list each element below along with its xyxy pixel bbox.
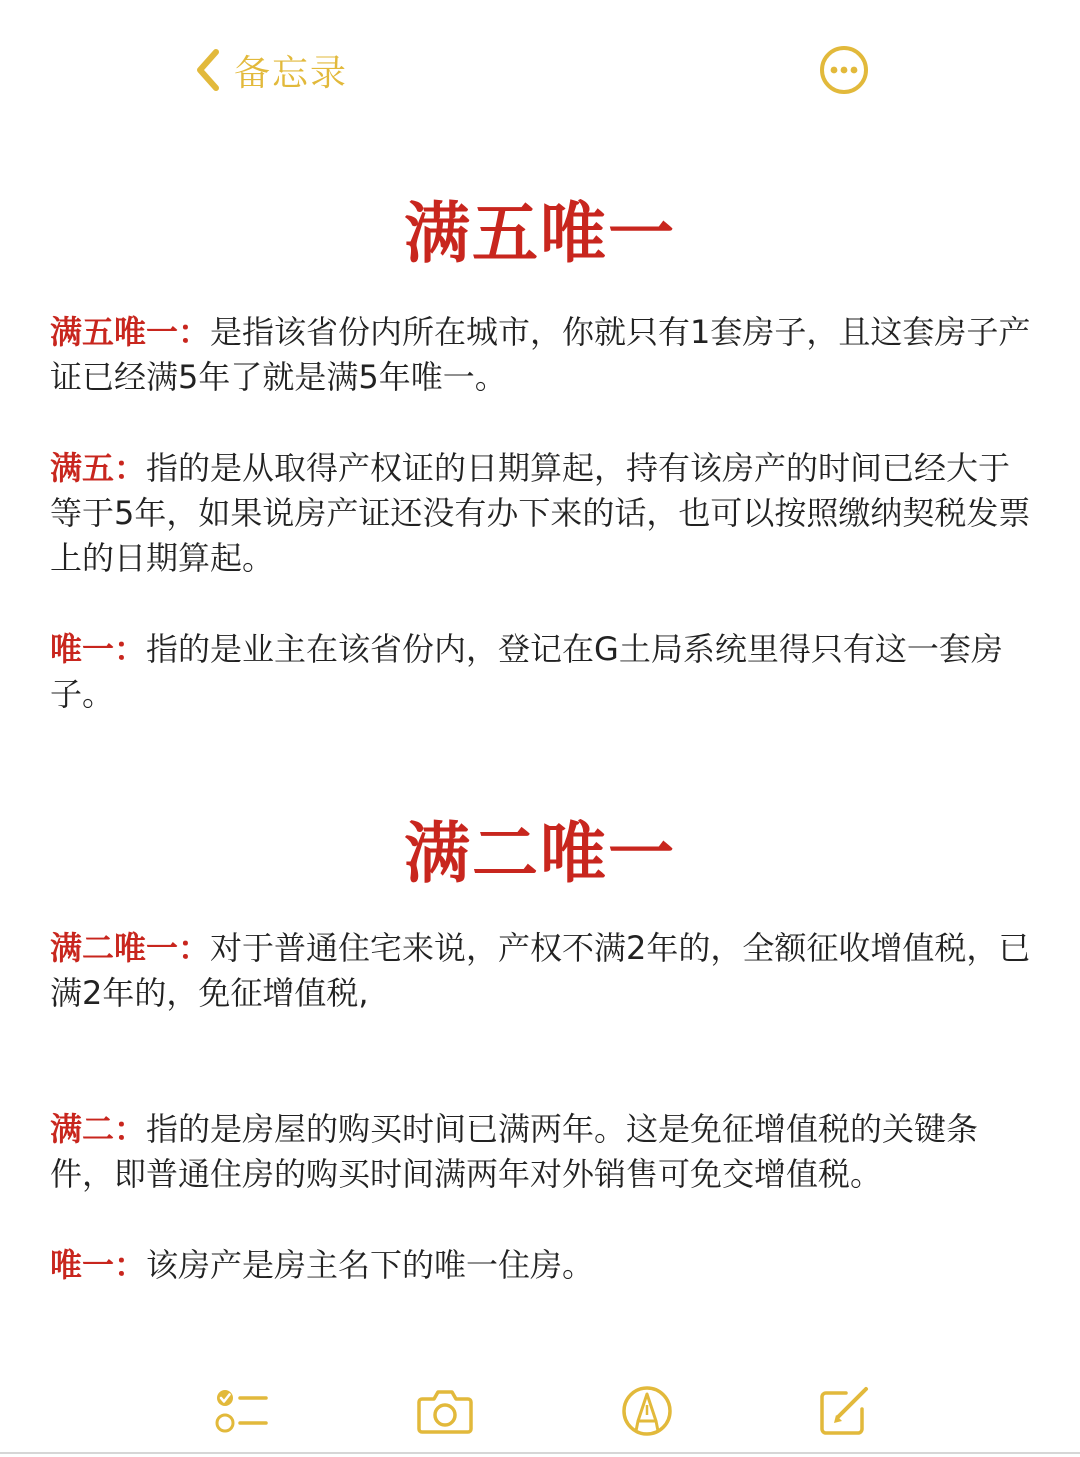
term-label: 满五： xyxy=(50,449,147,487)
paragraph-man-wu-wei-yi xyxy=(50,310,1040,400)
term-definition: 是指该省份内所在城市，你就只有1套房子，且这套房子产证已经满5年了就是满5年唯一。 xyxy=(50,313,1031,396)
paragraph-man-er xyxy=(50,1107,1040,1197)
paragraph-wei-yi xyxy=(50,627,1040,717)
checklist-button[interactable] xyxy=(212,1385,270,1437)
bottom-divider xyxy=(0,1452,1080,1454)
term-label: 唯一： xyxy=(50,630,147,668)
term-definition: 指的是房屋的购买时间已满两年。这是免征增值税的关键条件，即普通住房的购买时间满两年对外销售可免交增值税。 xyxy=(50,1110,979,1193)
camera-icon xyxy=(416,1385,474,1437)
camera-button[interactable] xyxy=(416,1385,474,1437)
term-definition: 指的是业主在该省份内，登记在G土局系统里得只有这一套房子。 xyxy=(50,630,1003,713)
paragraph-wei-yi-2 xyxy=(50,1243,1040,1288)
more-options-button[interactable] xyxy=(818,44,870,96)
markup-pen-icon xyxy=(618,1385,676,1437)
term-definition: 该房产是房主名下的唯一住房。 xyxy=(146,1246,595,1284)
term-label: 满五唯一： xyxy=(50,313,211,351)
term-label: 满二唯一： xyxy=(50,929,211,967)
term-label: 满二： xyxy=(50,1110,147,1148)
section-heading-man-er-wei-yi: 满二唯一 xyxy=(404,815,676,892)
paragraph-man-er-wei-yi xyxy=(50,926,1040,1016)
markup-button[interactable] xyxy=(618,1385,676,1437)
term-label: 唯一： xyxy=(50,1246,147,1284)
back-button[interactable] xyxy=(192,42,348,98)
back-label: 备忘录 xyxy=(234,52,349,94)
ellipsis-circle-icon xyxy=(818,44,870,96)
term-definition: 对于普通住宅来说，产权不满2年的，全额征收增值税，已满2年的，免征增值税, xyxy=(50,929,1031,1012)
compose-button[interactable] xyxy=(816,1385,874,1437)
paragraph-man-wu xyxy=(50,446,1040,581)
checklist-icon xyxy=(212,1385,270,1437)
chevron-left-icon xyxy=(192,46,222,94)
term-definition: 指的是从取得产权证的日期算起，持有该房产的时间已经大于等于5年，如果说房产证还没有办下来的话，也可以按照缴纳契税发票上的日期算起。 xyxy=(50,449,1031,577)
section-heading-man-wu-wei-yi: 满五唯一 xyxy=(404,195,676,272)
compose-icon xyxy=(816,1385,874,1437)
